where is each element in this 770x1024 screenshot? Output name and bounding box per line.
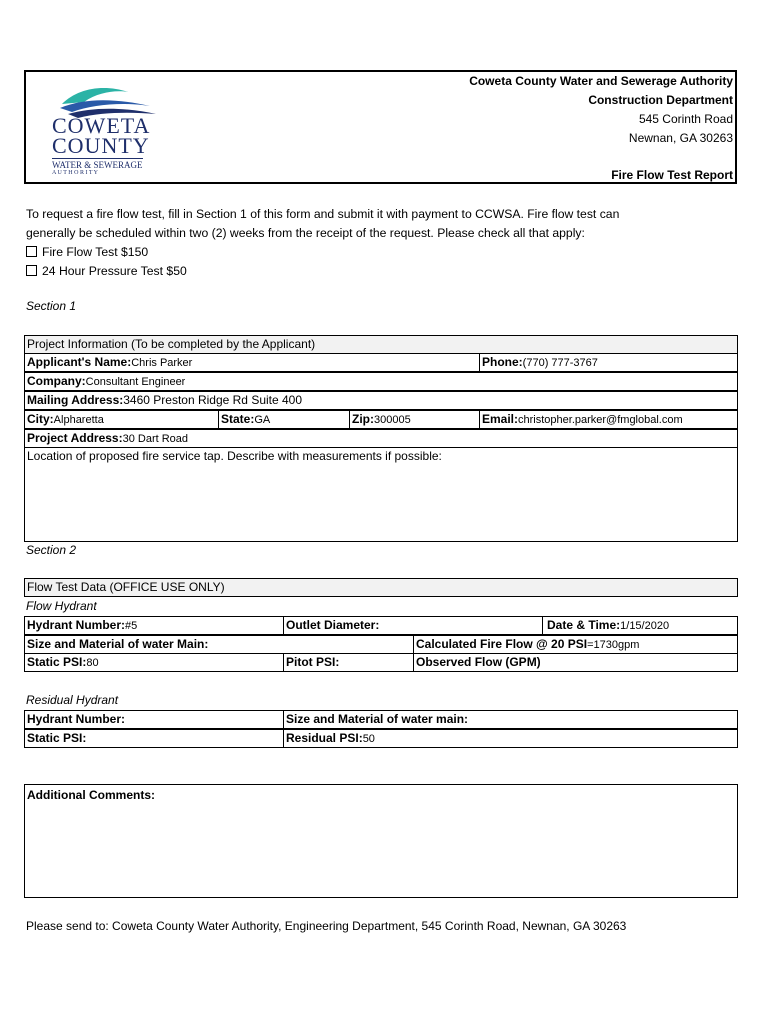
res-static-row [24, 729, 738, 748]
pitot-label: Pitot PSI: [286, 655, 340, 669]
state-value: GA [254, 414, 271, 426]
location-box[interactable] [24, 447, 738, 542]
option-pressure-test[interactable] [26, 262, 726, 281]
option-fire-flow-label: Fire Flow Test $150 [42, 245, 149, 259]
static-cell[interactable] [25, 654, 283, 671]
calc-flow-cell[interactable] [413, 636, 739, 653]
section2-title: Flow Test Data (OFFICE USE ONLY) [27, 580, 225, 594]
footer-text: Please send to: Coweta County Water Authority, Engineering Department, 545 Corinth Road, Newnan, GA 30263 [26, 919, 627, 933]
res-size-cell[interactable] [283, 711, 739, 728]
hydrant-number-label: Hydrant Number: [27, 618, 126, 632]
state-label: State: [221, 412, 255, 426]
section1-title-row [24, 335, 738, 354]
option-fire-flow[interactable] [26, 243, 726, 262]
res-hydrant-row [24, 710, 738, 729]
phone-cell[interactable] [479, 354, 739, 371]
mailing-value: 3460 Preston Ridge Rd Suite 400 [123, 393, 303, 407]
section2-title-row [24, 578, 738, 597]
intro-line1: To request a fire flow test, fill in Section 1 of this form and submit it with payment to CCWSA. Fire flow test can [26, 207, 620, 221]
observed-label: Observed Flow (GPM) [416, 655, 541, 669]
project-row[interactable] [24, 429, 738, 448]
report-title: Fire Flow Test Report [611, 168, 733, 182]
project-value: 30 Dart Road [122, 433, 189, 445]
checkbox-fire-flow[interactable] [26, 246, 37, 257]
pitot-cell[interactable] [283, 654, 413, 671]
observed-cell[interactable] [413, 654, 739, 671]
logo-line4: A U T H O R I T Y [52, 170, 99, 176]
applicant-row [24, 353, 738, 372]
mailing-cell [25, 392, 302, 409]
city-row [24, 410, 738, 429]
logo [50, 84, 190, 174]
size-material-row [24, 635, 738, 654]
hydrant-number-cell[interactable] [25, 617, 283, 634]
mailing-label: Mailing Address: [27, 393, 124, 407]
logo-line1: COWETA [52, 113, 151, 138]
res-static-cell[interactable] [25, 730, 283, 747]
intro-line2: generally be scheduled within two (2) weeks from the receipt of the request. Please check all that apply: [26, 226, 585, 240]
city-value: Alpharetta [53, 414, 104, 426]
option-pressure-test-label: 24 Hour Pressure Test $50 [42, 264, 187, 278]
phone-value: (770) 777-3767 [522, 357, 598, 369]
email-cell[interactable] [479, 411, 739, 428]
res-residual-value: 50 [362, 733, 375, 745]
logo-line2: COUNTY [52, 133, 150, 158]
static-row [24, 653, 738, 672]
header-street: 545 Corinth Road [638, 112, 733, 126]
datetime-label: Date & Time: [547, 618, 621, 632]
mailing-row[interactable] [24, 391, 738, 410]
static-label: Static PSI: [27, 655, 87, 669]
header-box [24, 70, 737, 184]
email-label: Email: [482, 412, 519, 426]
comments-box[interactable] [24, 784, 738, 898]
size-material-label: Size and Material of water Main: [27, 637, 209, 651]
outlet-cell[interactable] [283, 617, 542, 634]
flow-hydrant-label: Flow Hydrant [26, 599, 97, 613]
company-row[interactable] [24, 372, 738, 391]
calc-flow-label: Calculated Fire Flow @ 20 PSI [416, 637, 588, 651]
zip-cell[interactable] [349, 411, 479, 428]
location-label: Location of proposed fire service tap. Describe with measurements if possible: [27, 449, 442, 463]
applicant-cell[interactable] [25, 354, 479, 371]
applicant-value: Chris Parker [131, 357, 193, 369]
city-cell[interactable] [25, 411, 218, 428]
zip-value: 300005 [374, 414, 411, 426]
res-hydrant-number-label: Hydrant Number: [27, 712, 126, 726]
project-cell [25, 430, 188, 447]
datetime-cell[interactable] [542, 617, 739, 634]
hydrant-number-value: #5 [125, 620, 138, 632]
datetime-value: 1/15/2020 [620, 620, 670, 632]
size-material-cell[interactable] [25, 636, 413, 653]
comments-label: Additional Comments: [27, 788, 155, 802]
section1-label: Section 1 [26, 299, 77, 313]
header-dept: Construction Department [588, 93, 733, 107]
section1-title: Project Information (To be completed by the Applicant) [27, 337, 316, 351]
res-residual-cell[interactable] [283, 730, 739, 747]
logo-line3: WATER & SEWERAGE [52, 160, 143, 170]
project-label: Project Address: [27, 431, 123, 445]
res-static-label: Static PSI: [27, 731, 87, 745]
phone-label: Phone: [482, 355, 523, 369]
state-cell[interactable] [218, 411, 349, 428]
static-value: 80 [86, 657, 99, 669]
res-hydrant-number-cell[interactable] [25, 711, 283, 728]
intro-text [26, 205, 726, 281]
applicant-label: Applicant's Name: [27, 355, 132, 369]
company-label: Company: [27, 374, 86, 388]
city-label: City: [27, 412, 54, 426]
section2-label: Section 2 [26, 543, 77, 557]
outlet-label: Outlet Diameter: [286, 618, 380, 632]
res-size-label: Size and Material of water main: [286, 712, 469, 726]
res-residual-label: Residual PSI: [286, 731, 363, 745]
company-cell [25, 373, 185, 390]
header-city: Newnan, GA 30263 [628, 131, 733, 145]
checkbox-pressure-test[interactable] [26, 265, 37, 276]
email-value: christopher.parker@fmglobal.com [518, 414, 683, 426]
residual-hydrant-label: Residual Hydrant [26, 693, 119, 707]
zip-label: Zip: [352, 412, 374, 426]
header-org: Coweta County Water and Sewerage Authority [469, 74, 733, 88]
company-value: Consultant Engineer [85, 376, 186, 388]
hydrant-row [24, 616, 738, 635]
calc-flow-value: =1730gpm [587, 639, 640, 651]
